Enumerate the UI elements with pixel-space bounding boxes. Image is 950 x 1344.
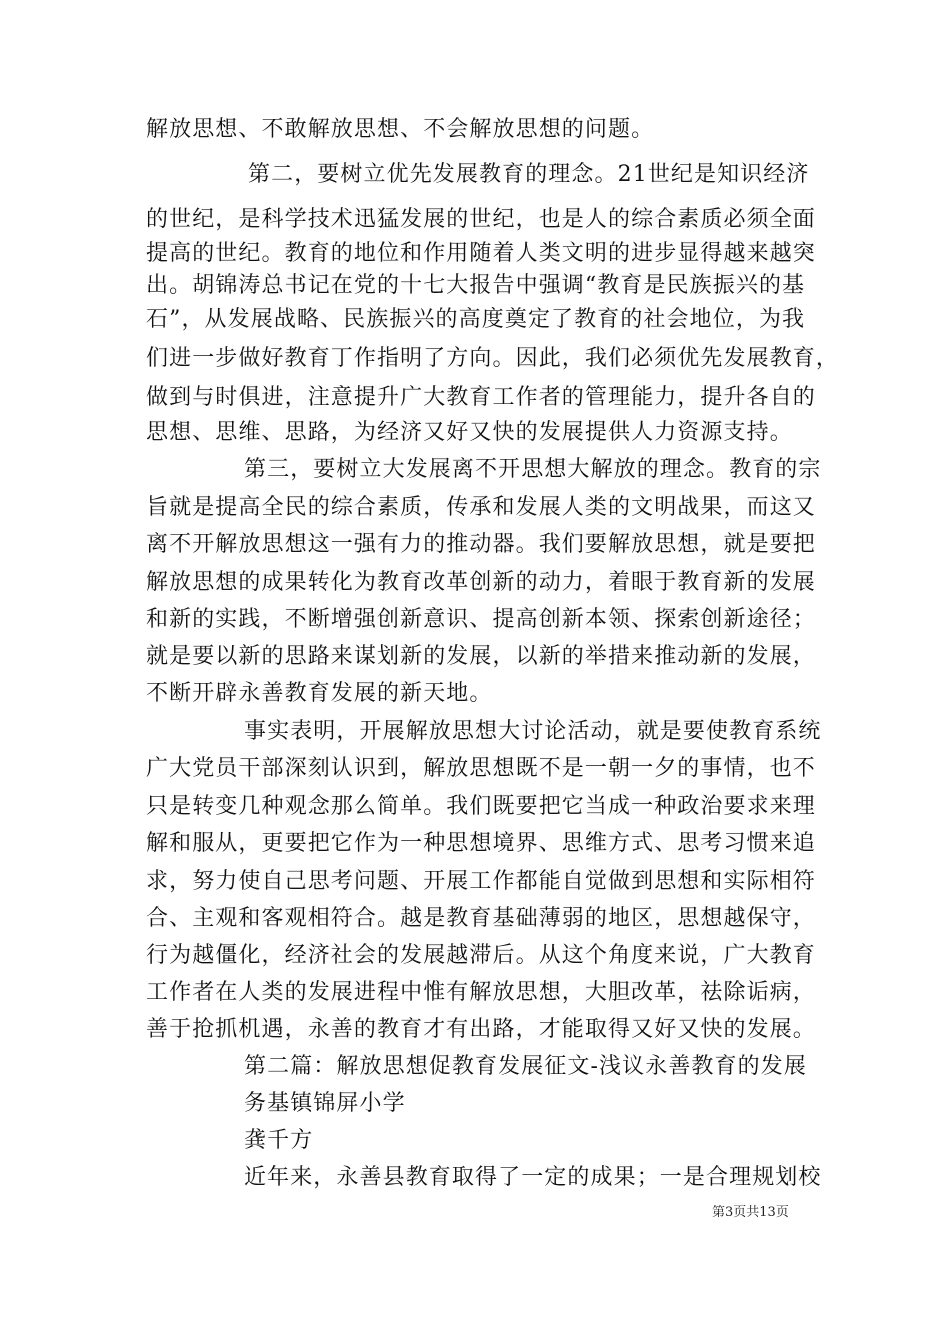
text-line: 就是要以新的思路来谋划新的发展，以新的举措来推动新的发展， bbox=[146, 644, 816, 669]
text-line: 解放思想、不敢解放思想、不会解放思想的问题。 bbox=[146, 117, 655, 142]
text-line: 求，努力使自己思考问题、开展工作都能自觉做到思想和实际相符 bbox=[146, 869, 816, 894]
text-line: 第三，要树立大发展离不开思想大解放的理念。教育的宗 bbox=[244, 457, 822, 482]
text-line: 合、主观和客观相符合。越是教育基础薄弱的地区，思想越保守， bbox=[146, 906, 816, 931]
text-line: 石”，从发展战略、民族振兴的高度奠定了教育的社会地位，为我 bbox=[146, 307, 806, 332]
text-line: 思想、思维、思路，为经济又好又快的发展提供人力资源支持。 bbox=[146, 420, 793, 445]
author-school: 务基镇锦屏小学 bbox=[244, 1091, 406, 1116]
text-line: 提高的世纪。教育的地位和作用随着人类文明的进步显得越来越突 bbox=[146, 241, 816, 266]
author-name: 龚千方 bbox=[244, 1128, 314, 1153]
text-line: 行为越僵化，经济社会的发展越滞后。从这个角度来说，广大教育 bbox=[146, 943, 816, 968]
text-line: 广大党员干部深刻认识到，解放思想既不是一朝一夕的事情，也不 bbox=[146, 756, 816, 781]
text-line: 出。胡锦涛总书记在党的十七大报告中强调“教育是民族振兴的基 bbox=[146, 273, 806, 298]
text-line: 离不开解放思想这一强有力的推动器。我们要解放思想，就是要把 bbox=[146, 532, 816, 557]
text-line: 解和服从，更要把它作为一种思想境界、思维方式、思考习惯来追 bbox=[146, 831, 816, 856]
page-number-footer: 第3页共13页 bbox=[712, 1205, 789, 1220]
text-line: 和新的实践，不断增强创新意识、提高创新本领、探索创新途径； bbox=[146, 607, 816, 632]
text-line: 第二，要树立优先发展教育的理念。21世纪是知识经济 bbox=[248, 162, 810, 187]
text-line: 工作者在人类的发展进程中惟有解放思想，大胆改革，祛除诟病， bbox=[146, 980, 816, 1005]
text-line: 旨就是提高全民的综合素质，传承和发展人类的文明战果，而这又 bbox=[146, 495, 816, 520]
text-line: 只是转变几种观念那么简单。我们既要把它当成一种政治要求来理 bbox=[146, 794, 816, 819]
text-line: 近年来，永善县教育取得了一定的成果；一是合理规划校 bbox=[244, 1165, 822, 1190]
text-line: 善于抢抓机遇，永善的教育才有出路，才能取得又好又快的发展。 bbox=[146, 1017, 816, 1042]
text-line: 们进一步做好教育丁作指明了方向。因此，我们必须优先发展教育， bbox=[146, 346, 840, 371]
text-line: 做到与时俱进，注意提升广大教育工作者的管理能力，提升各自的 bbox=[146, 385, 816, 410]
text-line: 的世纪，是科学技术迅猛发展的世纪，也是人的综合素质必须全面 bbox=[146, 207, 816, 232]
text-line: 事实表明，开展解放思想大讨论活动，就是要使教育系统 bbox=[244, 719, 822, 744]
section-title: 第二篇：解放思想促教育发展征文-浅议永善教育的发展 bbox=[244, 1054, 807, 1079]
text-line: 解放思想的成果转化为教育改革创新的动力，着眼于教育新的发展 bbox=[146, 570, 816, 595]
text-line: 不断开辟永善教育发展的新天地。 bbox=[146, 681, 493, 706]
